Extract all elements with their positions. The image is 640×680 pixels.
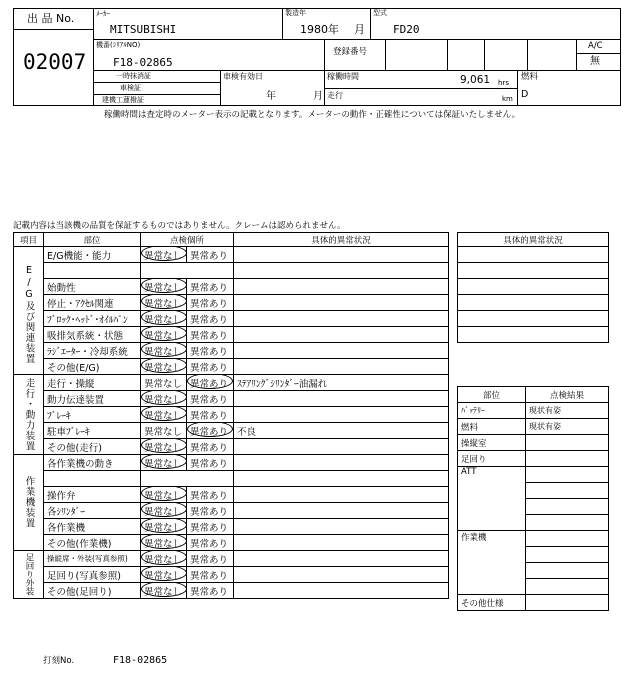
row-opt-abnormal (187, 391, 234, 407)
row-part: E/G機能・能力 (44, 247, 141, 263)
row-opt-abnormal (187, 247, 234, 263)
row-detail (234, 359, 449, 375)
opt-abnormal-label: 異常あり (190, 410, 229, 422)
hours-unit: hrs (498, 79, 509, 87)
table-row (14, 551, 449, 567)
serial-label: 機番(ｼﾘｱﾙNO) (96, 41, 141, 49)
opt-abnormal-label: 異常あり (190, 330, 229, 342)
row-detail (234, 583, 449, 599)
row-opt-normal (141, 247, 187, 263)
row-opt-abnormal (187, 503, 234, 519)
opt-abnormal-label: 異常あり (190, 586, 229, 598)
opt-normal-label: 異常なし (144, 490, 183, 502)
row-opt-normal (141, 583, 187, 599)
opt-normal-label: 異常なし (144, 442, 183, 454)
ac-label: A/C (588, 41, 603, 51)
selected-circle (141, 583, 187, 597)
selected-circle (141, 327, 187, 341)
row-part: 動力伝達装置 (44, 391, 141, 407)
year-value: 1980 (300, 23, 328, 36)
opt-normal-label: 異常なし (144, 410, 183, 422)
table-row (14, 567, 449, 583)
row-opt-abnormal (187, 311, 234, 327)
selected-circle (141, 455, 187, 469)
opt-normal-label: 異常なし (144, 458, 183, 470)
opt-abnormal-label: 異常あり (190, 522, 229, 534)
maker-value: MITSUBISHI (110, 23, 177, 36)
row-part (44, 471, 141, 487)
row-opt-normal (141, 535, 187, 551)
lot-label: 出 品 No. (27, 12, 75, 25)
table-row (14, 311, 449, 327)
year-unit: 年 (328, 23, 339, 36)
opt-abnormal-label: 異常あり (190, 570, 229, 582)
row-detail (234, 503, 449, 519)
work-machine-label: 作業機 (458, 531, 526, 595)
selected-circle (141, 551, 187, 565)
row-detail (234, 279, 449, 295)
opt-abnormal-label: 異常あり (190, 442, 229, 454)
row-part: 駐車ﾌﾞﾚｰｷ (44, 423, 141, 439)
table-row (14, 423, 449, 439)
row-detail (234, 327, 449, 343)
row-opt-abnormal (187, 535, 234, 551)
table-row (14, 439, 449, 455)
row-opt-normal (141, 359, 187, 375)
opt-normal-label: 異常なし (144, 346, 183, 358)
row-part: 各作業機の動き (44, 455, 141, 471)
table-row (14, 343, 449, 359)
row-opt-abnormal (187, 567, 234, 583)
mileage-label: 走行 (327, 91, 343, 100)
table-row (14, 455, 449, 471)
work-machine-result (526, 579, 609, 595)
stamp-value: F18-02865 (113, 655, 168, 666)
group-feet (14, 551, 44, 599)
selected-circle (141, 295, 187, 309)
row-part: ﾌﾞﾛｯｸ･ﾍｯﾄﾞ･ｵｲﾙﾊﾟﾝ (44, 311, 141, 327)
row-part: ﾗｼﾞｴｰﾀｰ・冷却系統 (44, 343, 141, 359)
table-row (14, 583, 449, 599)
table-row (14, 487, 449, 503)
right-detail-table (457, 232, 609, 343)
row-detail (234, 311, 449, 327)
row-opt-abnormal (187, 407, 234, 423)
opt-normal-label: 異常なし (144, 570, 183, 582)
table-row (458, 327, 609, 343)
row-part: 足回り(写真参照) (44, 567, 141, 583)
row-opt-abnormal (187, 327, 234, 343)
expiry-month-unit: 月 (313, 91, 323, 102)
row-detail (234, 439, 449, 455)
row-part: ﾌﾞﾚｰｷ (44, 407, 141, 423)
opt-normal-label: 異常なし (144, 538, 183, 550)
row-opt-abnormal (187, 295, 234, 311)
row-opt-normal (141, 455, 187, 471)
row-opt-abnormal (187, 583, 234, 599)
group-work (14, 455, 44, 551)
selected-circle (141, 311, 187, 325)
col-part-header: 部位 (44, 233, 141, 247)
expiry-year-unit: 年 (266, 91, 276, 102)
row-part: 各ｼﾘﾝﾀﾞｰ (44, 503, 141, 519)
bldg-machine-label: 建機工蓮撥証 (102, 96, 144, 104)
result-col-part-header: 部位 (458, 387, 526, 403)
att-result (526, 499, 609, 515)
selected-circle (141, 279, 187, 293)
table-row (14, 391, 449, 407)
hour-meter-note: 稼働時間は査定時のメーター表示の記載となります。メーターの動作・正確性については保証いたしません。 (104, 110, 521, 120)
ac-value: 無 (590, 56, 600, 67)
table-row (458, 279, 609, 295)
km-unit: km (502, 95, 513, 103)
work-machine-result (526, 547, 609, 563)
group-work-label: 作業機装置 (23, 476, 35, 529)
selected-circle (141, 391, 187, 405)
right-detail-cell (458, 263, 609, 279)
row-detail (234, 471, 449, 487)
inspection-cert-label: 車検証 (120, 84, 141, 92)
right-detail-cell (458, 327, 609, 343)
selected-circle (141, 359, 187, 373)
row-opt-normal (141, 311, 187, 327)
row-part (44, 263, 141, 279)
opt-normal-label: 異常なし (144, 282, 183, 294)
row-detail (234, 455, 449, 471)
att-result (526, 467, 609, 483)
row-detail: ｽﾃｱﾘﾝｸﾞｼﾘﾝﾀﾞｰ油漏れ (234, 375, 449, 391)
table-row (14, 535, 449, 551)
row-part: 各作業機 (44, 519, 141, 535)
opt-normal-label: 異常なし (144, 378, 183, 390)
temp-permit-label: 一時抹消証 (116, 72, 151, 80)
opt-abnormal-label: 異常あり (190, 538, 229, 550)
opt-abnormal-label: 異常あり (190, 314, 229, 326)
serial-value: F18-02865 (113, 56, 173, 69)
cab-result (526, 435, 609, 451)
row-opt-normal (141, 567, 187, 583)
group-engine-label: E/G及び関連装置 (23, 265, 35, 364)
row-part: 停止・ｱｸｾﾙ関連 (44, 295, 141, 311)
lot-number: 02007 (23, 50, 87, 74)
work-machine-result (526, 531, 609, 547)
row-detail (234, 343, 449, 359)
table-row (458, 467, 609, 483)
table-row (14, 471, 449, 487)
op-hours-value: 9,061 (460, 74, 491, 86)
opt-normal-label: 異常なし (144, 506, 183, 518)
row-opt-abnormal (187, 375, 234, 391)
row-detail (234, 535, 449, 551)
row-detail (234, 487, 449, 503)
row-opt-abnormal (187, 279, 234, 295)
selected-circle (141, 343, 187, 357)
other-spec-label: その他仕様 (458, 595, 526, 611)
opt-abnormal-label: 異常あり (190, 346, 229, 358)
table-row (458, 531, 609, 547)
row-part: その他(E/G) (44, 359, 141, 375)
row-check-blank (141, 471, 234, 487)
model-value: FD20 (393, 23, 420, 36)
row-opt-abnormal (187, 455, 234, 471)
group-travel-label: 走行・動力装置 (23, 377, 35, 452)
other-spec-result (526, 595, 609, 611)
row-detail (234, 295, 449, 311)
feet-label: 足回り (458, 451, 526, 467)
right-detail-cell (458, 247, 609, 263)
table-row (458, 263, 609, 279)
table-row (458, 403, 609, 419)
opt-abnormal-label: 異常あり (190, 458, 229, 470)
model-label: 型式 (373, 9, 387, 17)
opt-normal-label: 異常なし (144, 586, 183, 598)
row-detail (234, 407, 449, 423)
table-row (458, 311, 609, 327)
stamp-label: 打刻No. (43, 656, 75, 666)
row-detail (234, 391, 449, 407)
row-opt-normal (141, 407, 187, 423)
row-part: その他(足回り) (44, 583, 141, 599)
fuel-label: 燃料 (521, 72, 539, 82)
row-part: 吸排気系統・状態 (44, 327, 141, 343)
row-opt-normal (141, 439, 187, 455)
selected-circle (187, 375, 233, 389)
opt-abnormal-label: 異常あり (190, 362, 229, 374)
row-detail (234, 263, 449, 279)
opt-abnormal-label: 異常あり (190, 250, 229, 262)
row-opt-normal (141, 279, 187, 295)
right-detail-cell (458, 279, 609, 295)
work-machine-result (526, 563, 609, 579)
row-opt-abnormal (187, 551, 234, 567)
fuel-result: 現状有姿 (526, 419, 609, 435)
col-item-header: 項目 (14, 233, 44, 247)
year-label: 製造年 (285, 9, 306, 17)
table-row (14, 327, 449, 343)
att-label: ATT (458, 467, 526, 531)
opt-abnormal-label: 異常あり (190, 490, 229, 502)
att-result (526, 483, 609, 499)
opt-normal-label: 異常なし (144, 298, 183, 310)
group-travel (14, 375, 44, 455)
opt-normal-label: 異常なし (144, 554, 183, 566)
right-detail-cell (458, 311, 609, 327)
fuel-value: D (521, 89, 529, 100)
att-result (526, 515, 609, 531)
table-row (458, 451, 609, 467)
row-detail (234, 247, 449, 263)
reg-label: 登録番号 (333, 47, 368, 57)
selected-circle (141, 503, 187, 517)
row-detail (234, 519, 449, 535)
col-check-header: 点検個所 (141, 233, 234, 247)
table-row (14, 279, 449, 295)
table-row (14, 247, 449, 263)
row-opt-abnormal (187, 359, 234, 375)
opt-abnormal-label: 異常あり (190, 282, 229, 294)
opt-normal-label: 異常なし (144, 330, 183, 342)
battery-label: ﾊﾞｯﾃﾘｰ (458, 403, 526, 419)
col-detail-header: 具体的異常状況 (234, 233, 449, 247)
selected-circle (141, 247, 187, 261)
maker-label: ﾒｰｶｰ (96, 10, 110, 18)
inspection-expiry-label: 車検有効日 (223, 72, 263, 81)
row-detail (234, 567, 449, 583)
row-part: 走行・操縦 (44, 375, 141, 391)
group-engine (14, 247, 44, 375)
table-row (14, 519, 449, 535)
op-hours-label: 稼働時間 (327, 72, 359, 81)
row-part: その他(走行) (44, 439, 141, 455)
right-detail-header: 具体的異常状況 (458, 233, 609, 247)
selected-circle (141, 535, 187, 549)
row-opt-normal (141, 295, 187, 311)
row-part: その他(作業機) (44, 535, 141, 551)
row-opt-normal (141, 375, 187, 391)
table-row (14, 263, 449, 279)
row-check-blank (141, 263, 234, 279)
opt-abnormal-label: 異常あり (190, 394, 229, 406)
disclaimer-note: 記載内容は当該機の品質を保証するものではありません。クレームは認められません。 (13, 221, 346, 231)
row-opt-abnormal (187, 343, 234, 359)
row-opt-abnormal (187, 487, 234, 503)
inspection-table (13, 232, 449, 599)
opt-normal-label: 異常なし (144, 394, 183, 406)
table-row (14, 375, 449, 391)
opt-normal-label: 異常なし (144, 362, 183, 374)
row-opt-normal (141, 551, 187, 567)
row-opt-normal (141, 503, 187, 519)
table-row (458, 295, 609, 311)
row-opt-abnormal (187, 423, 234, 439)
battery-result: 現状有姿 (526, 403, 609, 419)
table-row (458, 595, 609, 611)
opt-normal-label: 異常なし (144, 426, 183, 438)
opt-abnormal-label: 異常あり (190, 506, 229, 518)
opt-abnormal-label: 異常あり (190, 426, 229, 438)
row-detail (234, 551, 449, 567)
table-row (14, 503, 449, 519)
row-opt-abnormal (187, 439, 234, 455)
selected-circle (141, 567, 187, 581)
table-row (458, 247, 609, 263)
cab-label: 操縦室 (458, 435, 526, 451)
opt-normal-label: 異常なし (144, 522, 183, 534)
row-opt-normal (141, 423, 187, 439)
row-opt-abnormal (187, 519, 234, 535)
opt-normal-label: 異常なし (144, 314, 183, 326)
selected-circle (141, 439, 187, 453)
table-row (14, 295, 449, 311)
opt-abnormal-label: 異常あり (190, 378, 229, 390)
result-col-result-header: 点検結果 (526, 387, 609, 403)
opt-normal-label: 異常なし (144, 250, 183, 262)
table-row (14, 359, 449, 375)
selected-circle (187, 423, 233, 437)
group-feet-label: 足回り外装 (23, 553, 34, 596)
month-unit: 月 (354, 23, 365, 36)
row-opt-normal (141, 487, 187, 503)
feet-result (526, 451, 609, 467)
row-opt-normal (141, 343, 187, 359)
row-part: 始動性 (44, 279, 141, 295)
opt-abnormal-label: 異常あり (190, 554, 229, 566)
row-opt-normal (141, 519, 187, 535)
table-row (458, 435, 609, 451)
row-part: 操縦席・外装(写真参照) (44, 551, 141, 567)
selected-circle (141, 487, 187, 501)
row-opt-normal (141, 327, 187, 343)
selected-circle (141, 519, 187, 533)
row-detail: 不良 (234, 423, 449, 439)
opt-abnormal-label: 異常あり (190, 298, 229, 310)
fuel-check-label: 燃料 (458, 419, 526, 435)
selected-circle (141, 407, 187, 421)
table-row (14, 407, 449, 423)
right-detail-cell (458, 295, 609, 311)
row-opt-normal (141, 391, 187, 407)
table-row (458, 419, 609, 435)
right-result-table (457, 386, 609, 611)
row-part: 操作弁 (44, 487, 141, 503)
